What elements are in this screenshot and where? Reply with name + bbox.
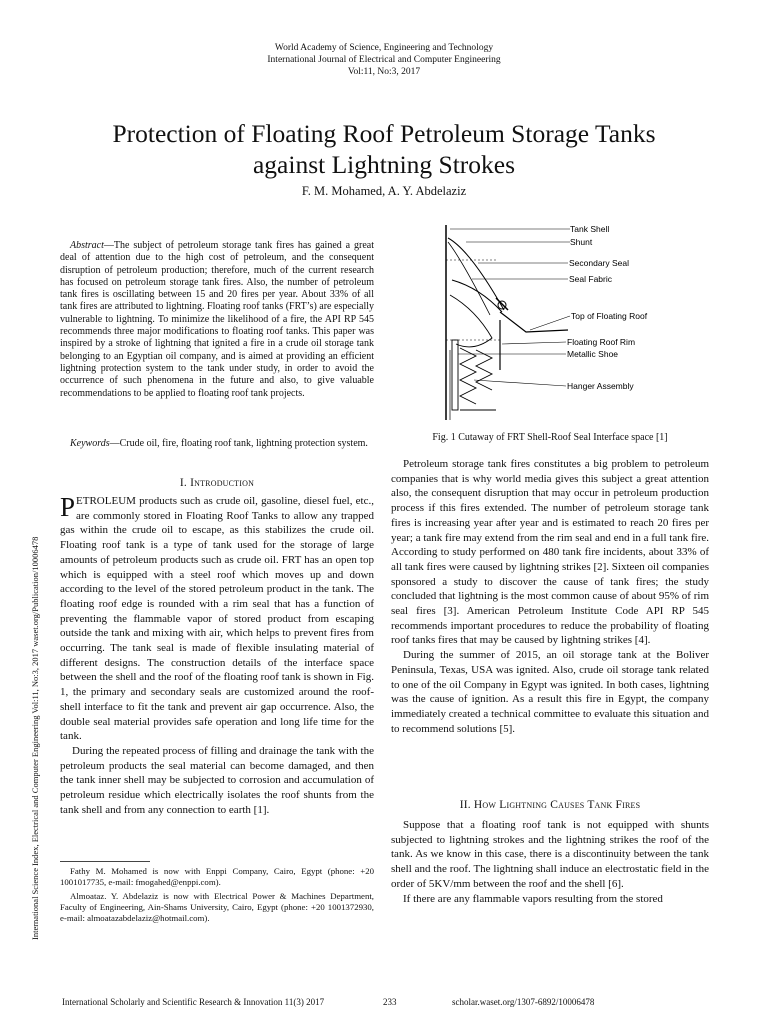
paper-authors: F. M. Mohamed, A. Y. Abdelaziz bbox=[301, 184, 467, 198]
label-shunt: Shunt bbox=[570, 237, 593, 247]
abstract-label: Abstract bbox=[70, 240, 104, 251]
section-1-paragraph-1 bbox=[60, 494, 374, 744]
hanger-assembly bbox=[460, 348, 476, 404]
floating-roof-top bbox=[500, 312, 568, 332]
paper-title-line2: against Lightning Strokes bbox=[252, 150, 516, 179]
journal-header bbox=[0, 42, 768, 78]
label-floating-roof-rim: Floating Roof Rim bbox=[567, 337, 636, 347]
paper-title bbox=[40, 118, 728, 180]
column-2-paragraph-1: Petroleum storage tank fires constitutes a big problem to petroleum companies that is why world media gives this subject a great attention also, the consequent disruption that may occur in petroleum production process if this fires extended. The number of petroleum storage tank fires is increasing year after year and is estimated to reach 20 fires per year; a tank fire may extend from the rim seal and end in a full tank fire. According to study performed on 480 tank fire incidents, about 33% of all tank fires were caused by lightning strikes [2]. Sixteen oil companies sponsored a study to discover the cause of tank fires; the study concluded that lightning is the most common cause of about 95% of rim seal fires [3]. American Petroleum Institute Code API RP 545 recommends important procedures to reduce the probability of floating roof tanks fires that may be caused by lightning strikes [4]. bbox=[391, 458, 709, 647]
keywords bbox=[60, 438, 374, 450]
keywords-label: Keywords bbox=[70, 438, 110, 449]
abstract bbox=[60, 240, 374, 400]
footnote-author-2: Almoataz. Y. Abdelaziz is now with Electrical Power & Machines Department, Faculty of Engineering, Ain-Shams University, Cairo, Egypt (phone: +20 1001372930, e-mail: almoatazabdelaziz@hotmail.com). bbox=[60, 891, 374, 923]
metallic-shoe bbox=[452, 340, 458, 410]
keywords-text: Crude oil, fire, floating roof tank, lightning protection system. bbox=[119, 438, 368, 449]
section-1-body bbox=[60, 494, 374, 817]
sidebar-index-text: International Science Index, Electrical and Computer Engineering Vol:11, No:3, 2017 waset.org/Publication/10006478 bbox=[30, 536, 40, 940]
section-2-title: II. How Lightning Causes Tank Fires bbox=[459, 799, 641, 811]
keywords-dash: — bbox=[109, 438, 120, 449]
section-1-paragraph-2: During the repeated process of filling and drainage the tank with the petroleum products the seal material can become damaged, and then the tank inner shell may be subjected to corrosion and accumulation of petroleum residue which electrically isolates the roof shunts from the tank shell and from any connection to earth [1]. bbox=[60, 744, 374, 816]
footer-publisher: International Scholarly and Scientific Research & Innovation 11(3) 2017 bbox=[62, 997, 325, 1007]
footer-page-number: 233 bbox=[383, 997, 397, 1007]
journal-name: International Journal of Electrical and Computer Engineering bbox=[267, 55, 501, 65]
section-2-body bbox=[391, 818, 709, 906]
label-top-of-floating-roof: Top of Floating Roof bbox=[571, 311, 648, 321]
label-hanger-assembly: Hanger Assembly bbox=[567, 381, 634, 391]
section-2-paragraph-1: Suppose that a floating roof tank is not equipped with shunts subjected to lightning strokes and the lightning strikes the roof of the tank. As we know in this case, there is a discontinuity between the tank shell and the roof. The lightning shall induce an electrostatic field in the order of 5KV/mm between the roof and the shell [6]. bbox=[391, 819, 709, 890]
section-1-paragraph-1-text: ETROLEUM products such as crude oil, gasoline, diesel fuel, etc., are commonly stored in Floating Roof Tanks to allow any trapped gas within the crude oil to escape, as this stabilizes the crude oil. Floating roof tank is a type of tank used for the storage of large amounts of petroleum products such as crude oil. FRT has an open top which is equipped with a steel roof which moves up and down according to the level of the stored petroleum product in the tank. The floating roof edge is rounded with a rim seal that has a function of preventing the flammable vapor of stored product from escaping outside the tank and mixing with air, which helps to prevent fires from occurring. The tank seal is made of flexible insulating material of different designs. The construction details of the interface space between the shell and the roof of the floating roof tank is shown in Fig. 1, the primary and secondary seals are customized around the roof-shell interface to fit the tank and prevent air gap occurrence. Also, the double seal material provides safe operation and long life time for the tank. bbox=[60, 495, 374, 743]
footnotes bbox=[60, 866, 374, 924]
label-tank-shell: Tank Shell bbox=[570, 224, 610, 234]
section-1-title: I. Introduction bbox=[179, 477, 255, 489]
column-2-body bbox=[391, 457, 709, 736]
abstract-text: The subject of petroleum storage tank fires has gained a great deal of attention due to the high cost of petroleum, and the consequent disruption of petroleum production; therefore, much of the current research has focused on petroleum storage tank fires. Also, the number of petroleum tank fires is oscillating between 15 and 20 fires per year. About 33% of all tank fires are attributed to lightning. Floating roof tanks (FRT’s) are especially vulnerable to lightning. To minimize the likelihood of a fire, the API RP 545 recommends three major modifications to floating roof tanks. This paper was inspired by a stroke of lightning that ignited a fire in a crude oil storage tank belonging to an Egyptian oil company, and is aimed at providing an efficient lightning protection system to the tank under study, in order to avoid the occurrence of such phenomena in the future and also, to give valuable recommendations to be applied to floating roof tank projects. bbox=[60, 240, 374, 399]
section-2-paragraph-2: If there are any flammable vapors resulting from the stored bbox=[403, 892, 663, 905]
figure-1-caption: Fig. 1 Cutaway of FRT Shell-Roof Seal Interface space [1] bbox=[432, 432, 668, 443]
footer-url: scholar.waset.org/1307-6892/10006478 bbox=[452, 997, 595, 1007]
journal-volume: Vol:11, No:3, 2017 bbox=[347, 67, 421, 77]
label-metallic-shoe: Metallic Shoe bbox=[567, 349, 619, 359]
paper-title-line1: Protection of Floating Roof Petroleum Storage Tanks bbox=[112, 119, 656, 148]
label-secondary-seal: Secondary Seal bbox=[569, 258, 630, 268]
column-2-paragraph-2: During the summer of 2015, an oil storage tank at the Boliver Peninsula, Texas, USA was ignited. Also, crude oil storage tank related to one of the oil Company in Egypt was ignited. In both cases, lightning was the cause of ignition. As a result this fire in Egypt, the company immediately created a technical committee to evaluate this situation and to recommend solutions [5]. bbox=[391, 649, 709, 735]
abstract-dash: — bbox=[103, 240, 114, 251]
label-seal-fabric: Seal Fabric bbox=[569, 274, 612, 284]
seal-fabric-shape bbox=[450, 295, 492, 347]
journal-publisher: World Academy of Science, Engineering and Technology bbox=[274, 43, 494, 53]
figure-1-diagram bbox=[430, 220, 720, 425]
secondary-seal-shape bbox=[452, 280, 502, 312]
dropcap-letter: P bbox=[60, 492, 76, 522]
footnote-divider bbox=[60, 861, 150, 862]
footnote-author-1: Fathy M. Mohamed is now with Enppi Company, Cairo, Egypt (phone: +20 1001017735, e-mail: fmogahed@enppi.com). bbox=[60, 866, 374, 887]
